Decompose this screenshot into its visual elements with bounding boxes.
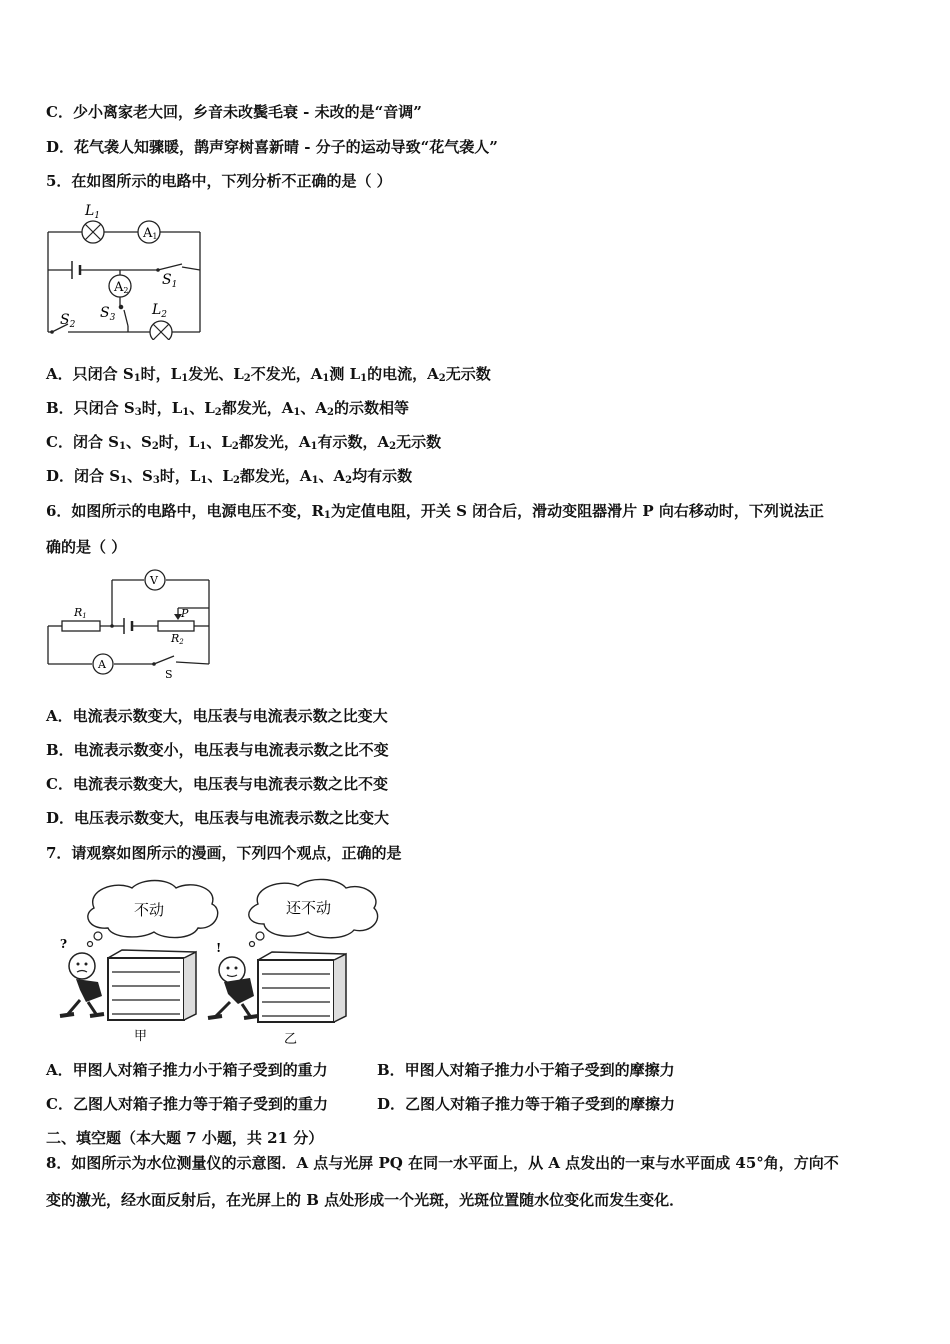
label-r1: R1 — [74, 606, 87, 620]
q5-option-c: C．闭合 $S_1$、$S_2$时，$L_1$、$L_2$都发光，$A_1$有示数，$A_2$无示数 — [46, 433, 442, 452]
label-l1: $L_1$ — [85, 203, 101, 221]
q6-option-a: A．电流表示数变大，电压表与电流表示数之比变大 — [46, 707, 388, 725]
ammeter-a1-label: A1 — [143, 226, 158, 241]
question-5: 5．在如图所示的电路中，下列分析不正确的是（ ） — [46, 172, 392, 190]
ammeter-label: A — [98, 658, 106, 671]
label-r2: R2 — [171, 632, 184, 646]
q7-option-c: C．乙图人对箱子推力等于箱子受到的重力 — [46, 1095, 328, 1113]
label-s3: $S_3$ — [100, 305, 116, 323]
question-8: 8．如图所示为水位测量仪的示意图．A 点与光屏 PQ 在同一水平面上，从 A 点发出的一束与水平面成 45°角，方向不 — [46, 1154, 839, 1172]
section-heading: 二、填空题（本大题 7 小题，共 21 分） — [46, 1129, 324, 1147]
caption-left: 甲 — [134, 1029, 148, 1044]
label-s: S — [165, 668, 173, 680]
option-d-prev: D．花气袭人知骤暖，鹊声穿树喜新晴 - 分子的运动导致“花气袭人” — [46, 138, 498, 156]
q6-option-c: C．电流表示数变大，电压表与电流表示数之比不变 — [46, 775, 388, 793]
question-6: 6．如图所示的电路中，电源电压不变，$R_1$为定值电阻，开关 S 闭合后，滑动变阻器滑片 P 向右移动时，下列说法正 — [46, 502, 824, 521]
bubble-text-left: 不动 — [134, 901, 165, 919]
rheostat-r2-icon — [158, 621, 194, 631]
bubble-text-right: 还不动 — [286, 899, 332, 917]
thought-bubble-left — [88, 881, 218, 947]
q6-option-b: B．电流表示数变小，电压表与电流表示数之比不变 — [46, 741, 389, 759]
lamp-l1-icon — [82, 221, 104, 243]
label-l2: $L_2$ — [152, 302, 168, 320]
q5-option-b: B．只闭合 $S_3$时，$L_1$、$L_2$都发光，$A_1$、$A_2$的示数相等 — [46, 399, 409, 418]
q5-option-d: D．闭合 $S_1$、$S_3$时，$L_1$、$L_2$都发光，$A_1$、$A_2$均有示数 — [46, 467, 413, 486]
circuit-diagram-5 — [44, 200, 206, 340]
cartoon-illustration — [46, 878, 386, 1048]
circuit-diagram-6 — [44, 568, 214, 680]
q5-option-a: A．只闭合 $S_1$时，$L_1$发光、$L_2$不发光，$A_1$测 $L_1$的电流，$A_2$无示数 — [46, 365, 491, 384]
crate-left-icon — [108, 950, 196, 1020]
person-pushing-left-icon — [60, 937, 104, 1016]
label-s2: $S_2$ — [60, 312, 76, 330]
crate-right-icon — [258, 952, 346, 1022]
option-c-prev: C．少小离家老大回，乡音未改鬓毛衰 - 未改的是“音调” — [46, 103, 422, 121]
q7-option-a: A．甲图人对箱子推力小于箱子受到的重力 — [46, 1061, 328, 1079]
person-pushing-right-icon — [208, 941, 258, 1018]
question-8-cont: 变的激光，经水面反射后，在光屏上的 B 点处形成一个光斑，光斑位置随水位变化而发生变化． — [46, 1191, 685, 1209]
q7-option-d: D．乙图人对箱子推力等于箱子受到的摩擦力 — [377, 1095, 676, 1113]
voltmeter-label: V — [150, 574, 158, 587]
question-6-cont: 确的是（ ） — [46, 538, 127, 556]
lamp-l2-icon — [150, 321, 172, 340]
svg-text:!: ! — [216, 941, 222, 955]
ammeter-a2-label: A2 — [114, 280, 129, 295]
label-p: P — [181, 607, 189, 620]
svg-text:?: ? — [60, 937, 68, 951]
caption-right: 乙 — [284, 1032, 298, 1047]
thought-bubble-right — [249, 879, 378, 946]
resistor-r1-icon — [62, 621, 100, 631]
q7-option-b: B．甲图人对箱子推力小于箱子受到的摩擦力 — [377, 1061, 675, 1079]
question-7: 7．请观察如图所示的漫画，下列四个观点，正确的是 — [46, 844, 402, 862]
q6-option-d: D．电压表示数变大，电压表与电流表示数之比变大 — [46, 809, 390, 827]
label-s1: $S_1$ — [162, 272, 178, 290]
